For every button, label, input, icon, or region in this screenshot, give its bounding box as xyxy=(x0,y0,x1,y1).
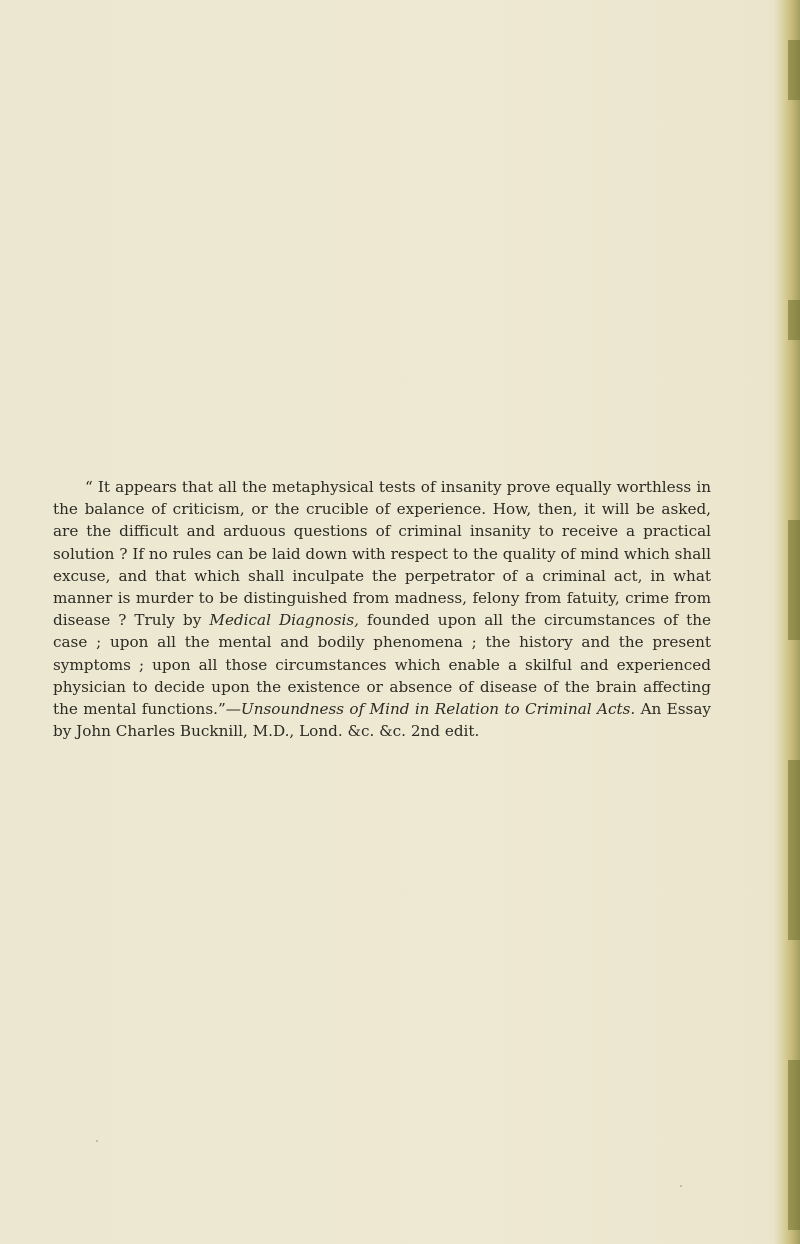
page-edge-stain xyxy=(788,40,800,100)
page-edge-stain xyxy=(788,300,800,340)
page-edge-stain xyxy=(788,1060,800,1230)
quote-text-middle: founded upon all the circumstances of the case ; upon all the mental and bodily phenomena ; the history and the present symptoms ; upon all those circumstances which enable a skilful and experienced physician to decide upon the existence or absence of disease of the brain affecting the mental functions.”— xyxy=(53,611,711,719)
quotation-paragraph xyxy=(53,476,711,742)
quote-text-opening: “ It appears that all the metaphysical tests of insanity prove equally worthless in the balance of criticism, or the crucible of experience. How, then, it will be asked, are the difficult and arduous questions of criminal insanity to receive a practical solution ? If no rules can be laid down with respect to the quality of mind which shall excuse, and that which shall inculpate the perpetrator of a criminal act, in what manner is murder to be distinguished from madness, felony from fatuity, crime from disease ? Truly by xyxy=(53,478,711,630)
page-edge-stain xyxy=(788,760,800,940)
paper-speck xyxy=(96,1140,98,1142)
page-edge-stain xyxy=(788,520,800,640)
quote-source-citation: An Essay by John Charles Bucknill, M.D., Lond. &c. &c. 2nd edit. xyxy=(53,700,711,741)
paper-speck xyxy=(680,1185,682,1187)
quote-title-medical-diagnosis: Medical Diagnosis, xyxy=(209,611,359,630)
quote-source-title: Unsoundness of Mind in Relation to Criminal Acts. xyxy=(240,700,636,719)
